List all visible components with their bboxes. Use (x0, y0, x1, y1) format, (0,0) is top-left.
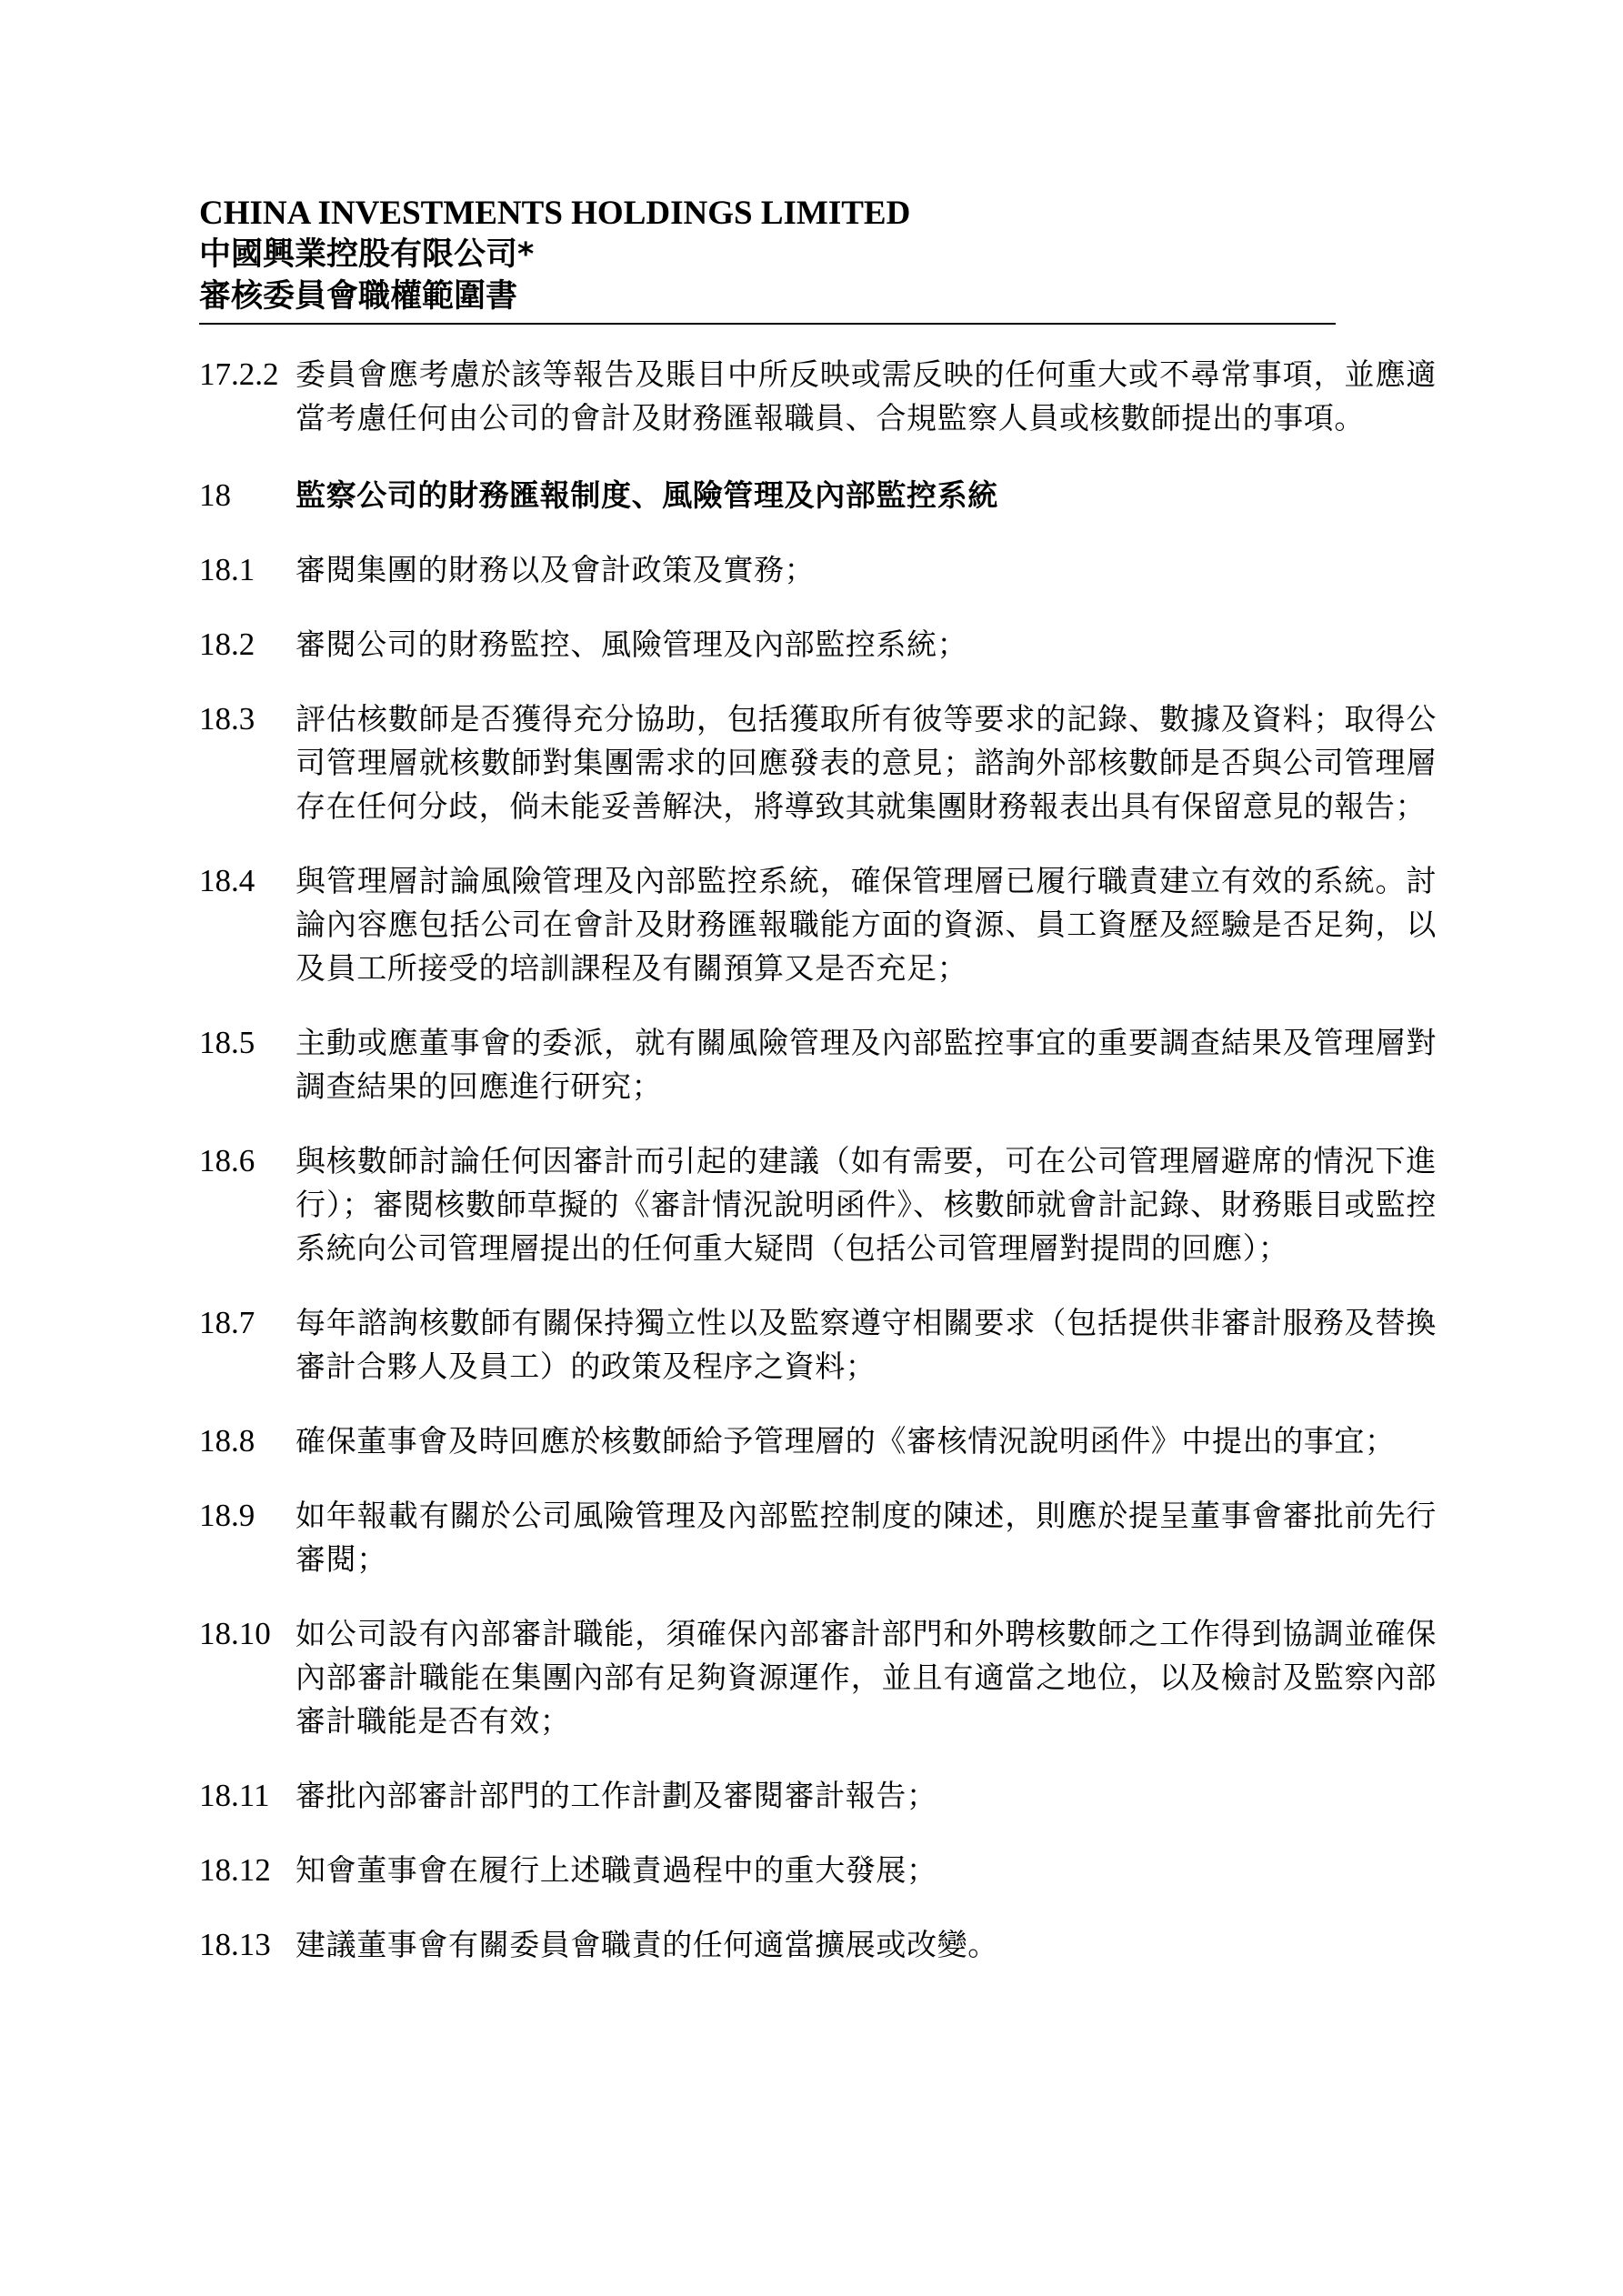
clause-text: 確保董事會及時回應於核數師給予管理層的《審核情況說明函件》中提出的事宜； (296, 1423, 1396, 1459)
company-name-chinese: 中國興業控股有限公司* (199, 236, 535, 273)
clause-18-11 (199, 1774, 1445, 1818)
clause-text: 與管理層討論風險管理及內部監控系統，確保管理層已履行職責建立有效的系統。討論內容應包括公司在會計及財務匯報職能方面的資源、員工資歷及經驗是否足夠，以及員工所接受的培訓課程及有關預算又是否充足； (296, 863, 1437, 986)
clause-18-7 (199, 1301, 1445, 1389)
section-number: 18 (199, 477, 231, 513)
clause-18-1 (199, 548, 1445, 592)
clause-number: 18.13 (199, 1927, 271, 1962)
clause-18-4 (199, 859, 1445, 990)
clause-number: 18.7 (199, 1305, 255, 1340)
clause-number: 18.2 (199, 627, 255, 662)
clause-number: 18.10 (199, 1616, 271, 1651)
clause-18-6 (199, 1139, 1445, 1270)
clause-18-2 (199, 623, 1445, 667)
clause-number: 18.1 (199, 552, 255, 587)
document-body (199, 353, 1445, 1967)
clause-17-2-2 (199, 353, 1445, 440)
document-title: 審核委員會職權範圍書 (199, 278, 518, 315)
clause-text: 知會董事會在履行上述職責過程中的重大發展； (296, 1852, 937, 1888)
clause-number: 18.8 (199, 1423, 255, 1459)
clause-number: 17.2.2 (199, 356, 279, 392)
clause-number: 18.4 (199, 863, 255, 898)
clause-18-10 (199, 1612, 1445, 1743)
clause-text: 與核數師討論任何因審計而引起的建議（如有需要，可在公司管理層避席的情況下進行）；審閱核數師草擬的《審計情況說明函件》、核數師就會計記錄、財務賬目或監控系統向公司管理層提出的任何重大疑問（包括公司管理層對提問的回應）； (296, 1143, 1437, 1266)
section-title: 監察公司的財務匯報制度、風險管理及內部監控系統 (296, 477, 998, 513)
clause-text: 如年報載有關於公司風險管理及內部監控制度的陳述，則應於提呈董事會審批前先行審閱； (296, 1498, 1437, 1577)
company-name-english: CHINA INVESTMENTS HOLDINGS LIMITED (199, 195, 911, 232)
clause-18-13 (199, 1923, 1445, 1967)
clause-18-5 (199, 1021, 1445, 1108)
clause-text: 主動或應董事會的委派，就有關風險管理及內部監控事宜的重要調查結果及管理層對調查結果的回應進行研究； (296, 1025, 1437, 1104)
clause-18-8 (199, 1419, 1445, 1463)
clause-number: 18.5 (199, 1025, 255, 1060)
clause-text: 委員會應考慮於該等報告及賬目中所反映或需反映的任何重大或不尋常事項，並應適當考慮任何由公司的會計及財務匯報職員、合規監察人員或核數師提出的事項。 (296, 356, 1437, 436)
clause-text: 審閱集團的財務以及會計政策及實務； (296, 552, 816, 587)
section-heading-18 (199, 474, 1445, 517)
clause-number: 18.3 (199, 701, 255, 737)
clause-text: 建議董事會有關委員會職責的任何適當擴展或改變。 (296, 1927, 998, 1962)
clause-text: 每年諮詢核數師有關保持獨立性以及監察遵守相關要求（包括提供非審計服務及替換審計合夥人及員工）的政策及程序之資料； (296, 1305, 1437, 1384)
clause-text: 審批內部審計部門的工作計劃及審閱審計報告； (296, 1778, 937, 1813)
clause-text: 評估核數師是否獲得充分協助，包括獲取所有彼等要求的記錄、數據及資料；取得公司管理層就核數師對集團需求的回應發表的意見；諮詢外部核數師是否與公司管理層存在任何分歧，倘未能妥善解決，將導致其就集團財務報表出具有保留意見的報告； (296, 701, 1437, 824)
clause-18-12 (199, 1849, 1445, 1892)
clause-text: 審閱公司的財務監控、風險管理及內部監控系統； (296, 627, 968, 662)
clause-18-9 (199, 1494, 1445, 1581)
clause-text: 如公司設有內部審計職能，須確保內部審計部門和外聘核數師之工作得到協調並確保內部審計職能在集團內部有足夠資源運作，並且有適當之地位，以及檢討及監察內部審計職能是否有效； (296, 1616, 1437, 1739)
clause-number: 18.12 (199, 1852, 271, 1888)
document-header (199, 194, 1336, 325)
clause-number: 18.9 (199, 1498, 255, 1533)
clause-number: 18.11 (199, 1778, 270, 1813)
clause-18-3 (199, 697, 1445, 828)
header-divider (199, 323, 1336, 325)
clause-number: 18.6 (199, 1143, 255, 1178)
